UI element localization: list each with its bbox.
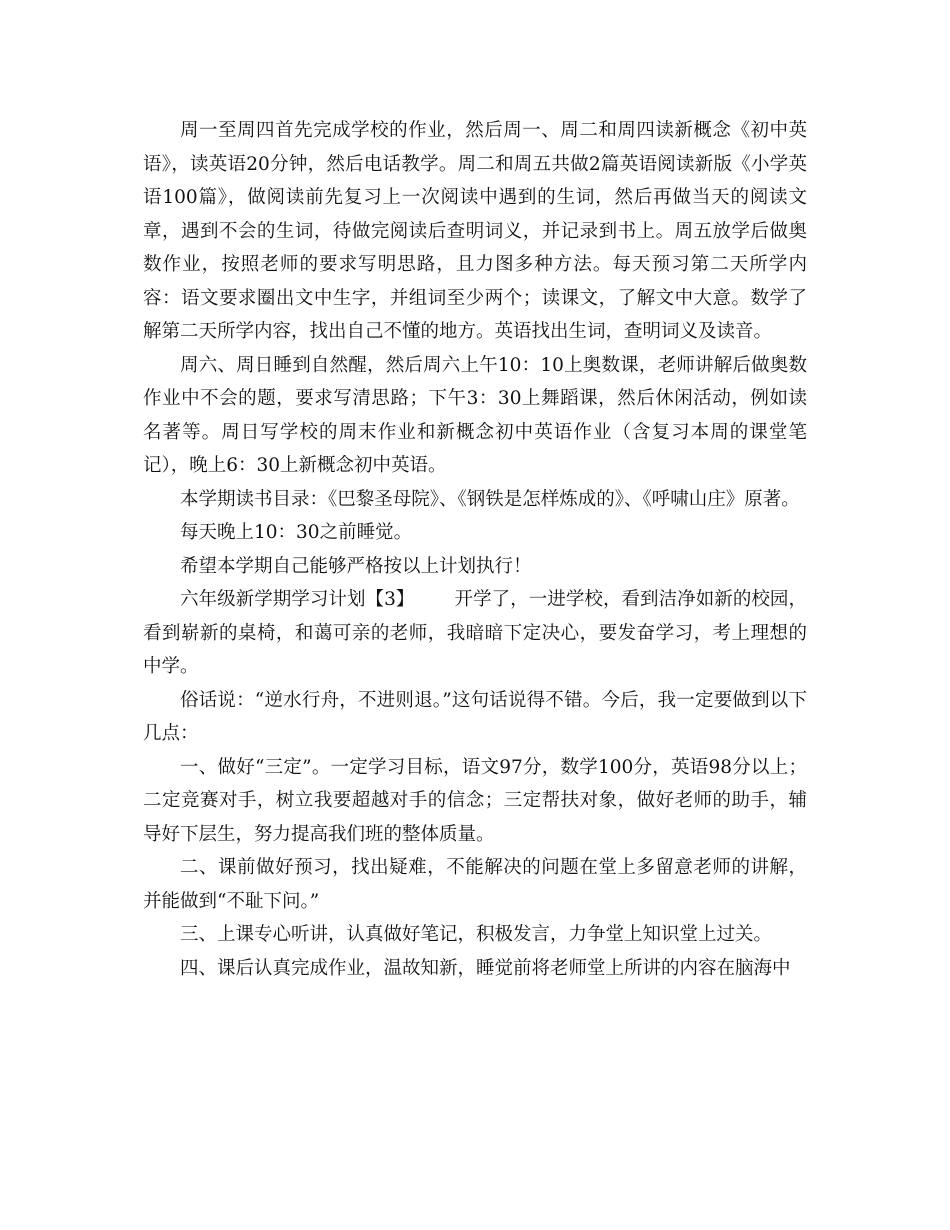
- paragraph-proverb: 俗话说：“逆水行舟，不进则退。”这句话说得不错。今后，我一定要做到以下几点：: [143, 689, 807, 744]
- paragraph-point-3: 三、上课专心听讲，认真做好笔记，积极发言，力争堂上知识堂上过关。: [180, 924, 773, 945]
- paragraph-plan-3: [143, 583, 807, 684]
- plan-3-heading: 六年级新学期学习计划【3】: [180, 589, 415, 610]
- paragraph-point-1: 一、做好“三定”。一定学习目标，语文97分，数学100分，英语98分以上；二定竞赛对手，树立我要超越对手的信念；三定帮扶对象，做好老师的助手，辅导好下层生，努力提高我们班的整体质量。: [143, 756, 807, 845]
- plan-3-intro: 开学了，一进学校，看到洁净如新的校园，看到崭新的桌椅，和蔼可亲的老师，我暗暗下定决心，要发奋学习，考上理想的中学。: [143, 589, 807, 677]
- paragraph-point-4: 四、课后认真完成作业，温故知新，睡觉前将老师堂上所讲的内容在脑海中: [180, 957, 791, 979]
- paragraph-weekday-plan: 周一至周四首先完成学校的作业，然后周一、周二和周四读新概念《初中英语》，读英语20分钟，然后电话教学。周二和周五共做2篇英语阅读新版《小学英语100篇》，做阅读前先复习上一次阅读中遇到的生词，然后再做当天的阅读文章，遇到不会的生词，待做完阅读后查明词义，并记录到书上。周五放学后做奥数作业，按照老师的要求写明思路，且力图多种方法。每天预习第二天所学内容：语文要求圈出文中生字，并组词至少两个；读课文，了解文中大意。数学了解第二天所学内容，找出自己不懂的地方。英语找出生词，查明词义及读音。: [143, 120, 807, 342]
- paragraph-hope: 希望本学期自己能够严格按以上计划执行！: [180, 555, 532, 577]
- paragraph-bedtime: 每天晚上10：30之前睡觉。: [180, 522, 413, 543]
- document-body: [143, 114, 807, 985]
- paragraph-weekend-plan: 周六、周日睡到自然醒，然后周六上午10：10上奥数课，老师讲解后做奥数作业中不会的题，要求写清思路；下午3：30上舞蹈课，然后休闲活动，例如读名著等。周日写学校的周末作业和新概念初中英语作业（含复习本周的课堂笔记），晚上6：30上新概念初中英语。: [143, 354, 807, 476]
- paragraph-reading-list: 本学期读书目录：《巴黎圣母院》、《钢铁是怎样炼成的》、《呼啸山庄》原著。: [180, 488, 800, 510]
- paragraph-point-2: 二、课前做好预习，找出疑难，不能解决的问题在堂上多留意老师的讲解，并能做到“不耻下问。”: [143, 857, 807, 912]
